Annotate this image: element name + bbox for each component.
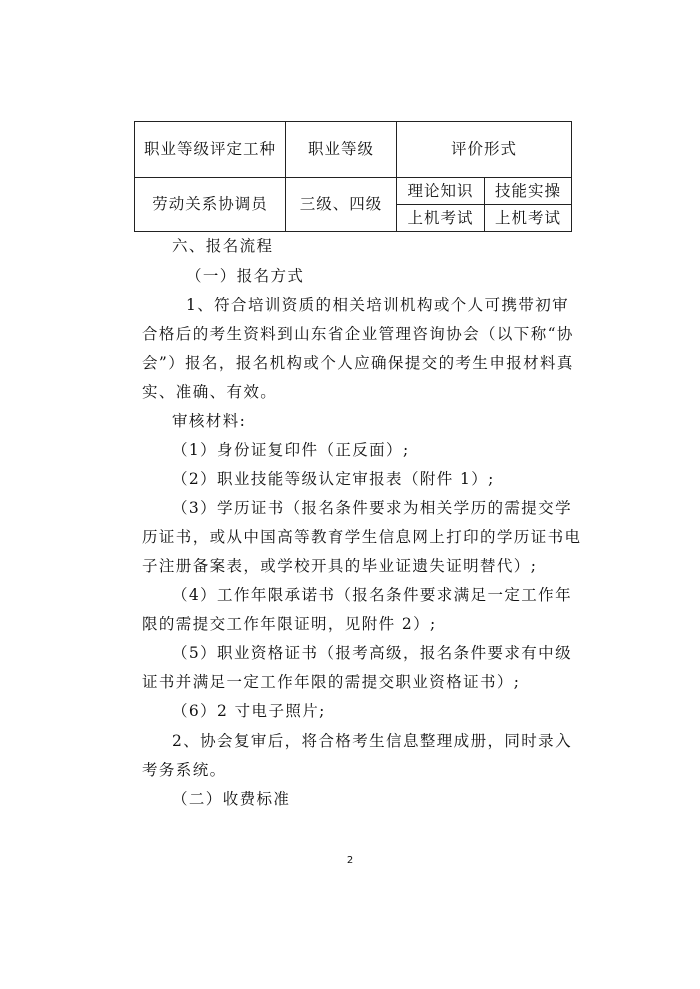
page-number: 2 <box>346 855 354 866</box>
list-item: （4）工作年限承诺书（报名条件要求满足一定工作年 <box>172 586 572 604</box>
paragraph-line: 证书并满足一定工作年限的需提交职业资格证书）; <box>142 673 521 691</box>
paragraph-line: 限的需提交工作年限证明，见附件 2）; <box>142 615 437 633</box>
cell-skill: 技能实操 <box>485 178 572 205</box>
cell-theory-mode: 上机考试 <box>397 205 485 232</box>
cell-theory: 理论知识 <box>397 178 485 205</box>
header-evaluation-form: 评价形式 <box>397 122 572 178</box>
subsection-heading: （二）收费标准 <box>172 790 291 808</box>
paragraph-line: 审核材料: <box>172 412 247 430</box>
evaluation-table <box>134 121 572 232</box>
paragraph-line: 子注册备案表，或学校开具的毕业证遗失证明替代）; <box>142 557 538 575</box>
paragraph-line: 考务系统。 <box>142 761 227 779</box>
list-item: （6）2 寸电子照片; <box>172 702 326 720</box>
list-item: （3）学历证书（报名条件要求为相关学历的需提交学 <box>172 499 572 517</box>
paragraph-line: 1、符合培训资质的相关培训机构或个人可携带初审 <box>186 296 570 314</box>
paragraph-line: 实、准确、有效。 <box>142 383 278 401</box>
table-header-row <box>135 122 572 178</box>
cell-occupation: 劳动关系协调员 <box>135 178 286 232</box>
paragraph-line: 2、协会复审后，将合格考生信息整理成册，同时录入 <box>172 732 572 750</box>
paragraph-line: 历证书，或从中国高等教育学生信息网上打印的学历证书电 <box>142 528 582 546</box>
section-heading: 六、报名流程 <box>172 237 274 255</box>
cell-skill-mode: 上机考试 <box>485 205 572 232</box>
cell-level: 三级、四级 <box>286 178 397 232</box>
table-row <box>135 178 572 205</box>
header-occupation-type: 职业等级评定工种 <box>135 122 286 178</box>
paragraph-line: 合格后的考生资料到山东省企业管理咨询协会（以下称“协 <box>142 325 574 343</box>
subsection-heading: （一）报名方式 <box>186 267 305 285</box>
header-level: 职业等级 <box>286 122 397 178</box>
list-item: （2）职业技能等级认定审报表（附件 1）; <box>172 470 495 488</box>
list-item: （5）职业资格证书（报考高级，报名条件要求有中级 <box>172 644 572 662</box>
paragraph-line: 会”）报名，报名机构或个人应确保提交的考生申报材料真 <box>142 354 574 372</box>
list-item: （1）身份证复印件（正反面）; <box>172 441 410 459</box>
